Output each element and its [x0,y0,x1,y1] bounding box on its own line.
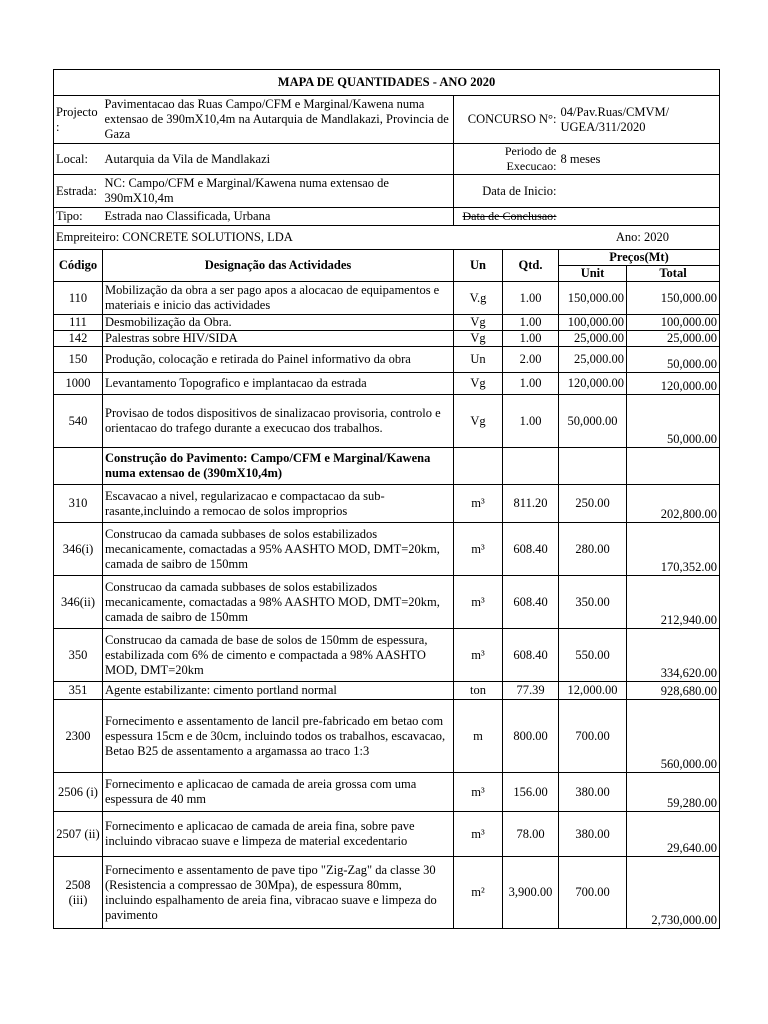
row-codigo: 1000 [54,373,103,395]
row-qtd: 77.39 [503,682,559,700]
concurso-label: CONCURSO N°: [454,96,559,144]
row-un: m³ [454,629,503,682]
row-un: ton [454,682,503,700]
row-total: 50,000.00 [627,395,720,448]
table-row [54,523,720,576]
section-blank [627,448,720,485]
row-total: 2,730,000.00 [627,857,720,929]
row-un: Vg [454,315,503,331]
row-codigo: 110 [54,282,103,315]
col-codigo: Código [54,250,103,282]
data-inicio-label: Data de Inicio: [454,175,559,208]
row-un: Vg [454,373,503,395]
row-designacao: Levantamento Topografico e implantacao da estrada [103,373,454,395]
projecto-label: Projecto : [54,96,103,144]
row-qtd: 1.00 [503,395,559,448]
row-un: m [454,700,503,773]
row-total: 59,280.00 [627,773,720,812]
row-codigo: 142 [54,331,103,347]
row-unit: 550.00 [559,629,627,682]
row-designacao: Construcao da camada de base de solos de 150mm de espessura, estabilizada com 6% de cimento e compactada a 98% AASHTO MOD, DMT=20km [103,629,454,682]
page-title: MAPA DE QUANTIDADES - ANO 2020 [54,70,720,96]
row-un: m³ [454,523,503,576]
row-codigo: 2508 (iii) [54,857,103,929]
row-unit: 380.00 [559,812,627,857]
tipo-value: Estrada nao Classificada, Urbana [103,208,454,226]
empreiteiro: Empreiteiro: CONCRETE SOLUTIONS, LDA [54,226,454,250]
periodo-value: 8 meses [559,144,720,175]
row-total: 560,000.00 [627,700,720,773]
table-row [54,576,720,629]
row-unit: 100,000.00 [559,315,627,331]
col-designacao: Designação das Actividades [103,250,454,282]
local-label: Local: [54,144,103,175]
section-blank [54,448,103,485]
row-codigo: 350 [54,629,103,682]
row-qtd: 608.40 [503,576,559,629]
table-row [54,282,720,315]
row-total: 150,000.00 [627,282,720,315]
row-qtd: 156.00 [503,773,559,812]
row-designacao: Desmobilização da Obra. [103,315,454,331]
row-designacao: Mobilização da obra a ser pago apos a alocacao de equipamentos e materiais e inicio das actividades [103,282,454,315]
section-title: Construção do Pavimento: Campo/CFM e Marginal/Kawena numa extensao de (390mX10,4m) [103,448,454,485]
table-row [54,773,720,812]
table-row [54,812,720,857]
section-blank [559,448,627,485]
quantities-table [53,69,720,929]
row-total: 202,800.00 [627,485,720,523]
row-qtd: 800.00 [503,700,559,773]
table-row [54,857,720,929]
table-row [54,700,720,773]
row-total: 334,620.00 [627,629,720,682]
row-unit: 700.00 [559,700,627,773]
row-qtd: 2.00 [503,347,559,373]
concurso-value: 04/Pav.Ruas/CMVM/ UGEA/311/2020 [559,96,720,144]
section-blank [454,448,503,485]
row-qtd: 1.00 [503,373,559,395]
table-row [54,373,720,395]
row-designacao: Fornecimento e aplicacao de camada de areia grossa com uma espessura de 40 mm [103,773,454,812]
table-row [54,485,720,523]
row-total: 120,000.00 [627,373,720,395]
row-un: Vg [454,331,503,347]
row-codigo: 540 [54,395,103,448]
row-designacao: Construcao da camada subbases de solos estabilizados mecanicamente, comactadas a 95% AASHTO MOD, DMT=20km, camada de saibro de 150mm [103,523,454,576]
row-codigo: 2507 (ii) [54,812,103,857]
row-designacao: Produção, colocação e retirada do Painel informativo da obra [103,347,454,373]
periodo-label: Periodo de Execucao: [454,144,559,175]
row-unit: 280.00 [559,523,627,576]
col-unit: Unit [559,266,627,282]
table-row [54,629,720,682]
local-value: Autarquia da Vila de Mandlakazi [103,144,454,175]
row-unit: 250.00 [559,485,627,523]
row-codigo: 346(i) [54,523,103,576]
row-un: m³ [454,773,503,812]
row-qtd: 1.00 [503,282,559,315]
row-codigo: 111 [54,315,103,331]
row-unit: 12,000.00 [559,682,627,700]
row-total: 50,000.00 [627,347,720,373]
row-qtd: 811.20 [503,485,559,523]
table-row [54,682,720,700]
row-codigo: 310 [54,485,103,523]
row-total: 170,352.00 [627,523,720,576]
estrada-label: Estrada: [54,175,103,208]
row-unit: 700.00 [559,857,627,929]
row-codigo: 351 [54,682,103,700]
row-unit: 120,000.00 [559,373,627,395]
row-codigo: 150 [54,347,103,373]
section-blank [503,448,559,485]
row-total: 212,940.00 [627,576,720,629]
row-unit: 25,000.00 [559,331,627,347]
row-total: 25,000.00 [627,331,720,347]
row-designacao: Escavacao a nivel, regularizacao e compactacao da sub-rasante,incluindo a remocao de solos improprios [103,485,454,523]
col-qtd: Qtd. [503,250,559,282]
row-unit: 150,000.00 [559,282,627,315]
row-qtd: 608.40 [503,629,559,682]
row-un: m² [454,857,503,929]
row-unit: 350.00 [559,576,627,629]
ano: Ano: 2020 [454,226,720,250]
table-row [54,315,720,331]
row-total: 100,000.00 [627,315,720,331]
row-designacao: Fornecimento e assentamento de lancil pre-fabricado em betao com espessura 15cm e de 30cm, incluindo todos os trabalhos, escavacao, Betao B25 de assentamento a argamassa ao traco 1:3 [103,700,454,773]
table-row [54,395,720,448]
table-row [54,347,720,373]
row-un: m³ [454,485,503,523]
data-conclusao-value [559,208,720,226]
row-codigo: 2300 [54,700,103,773]
row-qtd: 608.40 [503,523,559,576]
row-qtd: 1.00 [503,315,559,331]
estrada-value: NC: Campo/CFM e Marginal/Kawena numa extensao de 390mX10,4m [103,175,454,208]
row-qtd: 3,900.00 [503,857,559,929]
row-unit: 380.00 [559,773,627,812]
row-qtd: 1.00 [503,331,559,347]
row-un: Vg [454,395,503,448]
row-codigo: 346(ii) [54,576,103,629]
row-designacao: Fornecimento e assentamento de pave tipo "Zig-Zag" da classe 30 (Resistencia a compressao de 30Mpa), de espessura 80mm, incluindo espalhamento de areia fina, vibracao suave e limpeza do pavimento [103,857,454,929]
section-row [54,448,720,485]
row-unit: 25,000.00 [559,347,627,373]
row-designacao: Construcao da camada subbases de solos estabilizados mecanicamente, comactadas a 98% AASHTO MOD, DMT=20km, camada de saibro de 150mm [103,576,454,629]
row-un: V.g [454,282,503,315]
col-precos: Preços(Mt) [559,250,720,266]
row-designacao: Fornecimento e aplicacao de camada de areia fina, sobre pave incluindo vibracao suave e limpeza de material excedentario [103,812,454,857]
row-un: m³ [454,812,503,857]
row-total: 29,640.00 [627,812,720,857]
row-unit: 50,000.00 [559,395,627,448]
row-total: 928,680.00 [627,682,720,700]
col-total: Total [627,266,720,282]
projecto-value: Pavimentacao das Ruas Campo/CFM e Marginal/Kawena numa extensao de 390mX10,4m na Autarquia de Mandlakazi, Provincia de Gaza [103,96,454,144]
data-conclusao-label: Data de Conclusao: [454,208,559,226]
row-designacao: Palestras sobre HIV/SIDA [103,331,454,347]
data-inicio-value [559,175,720,208]
row-qtd: 78.00 [503,812,559,857]
row-designacao: Provisao de todos dispositivos de sinalizacao provisoria, controlo e orientacao do trafego durante a execucao dos trabalhos. [103,395,454,448]
row-designacao: Agente estabilizante: cimento portland normal [103,682,454,700]
row-un: m³ [454,576,503,629]
col-un: Un [454,250,503,282]
row-un: Un [454,347,503,373]
tipo-label: Tipo: [54,208,103,226]
row-codigo: 2506 (i) [54,773,103,812]
table-row [54,331,720,347]
